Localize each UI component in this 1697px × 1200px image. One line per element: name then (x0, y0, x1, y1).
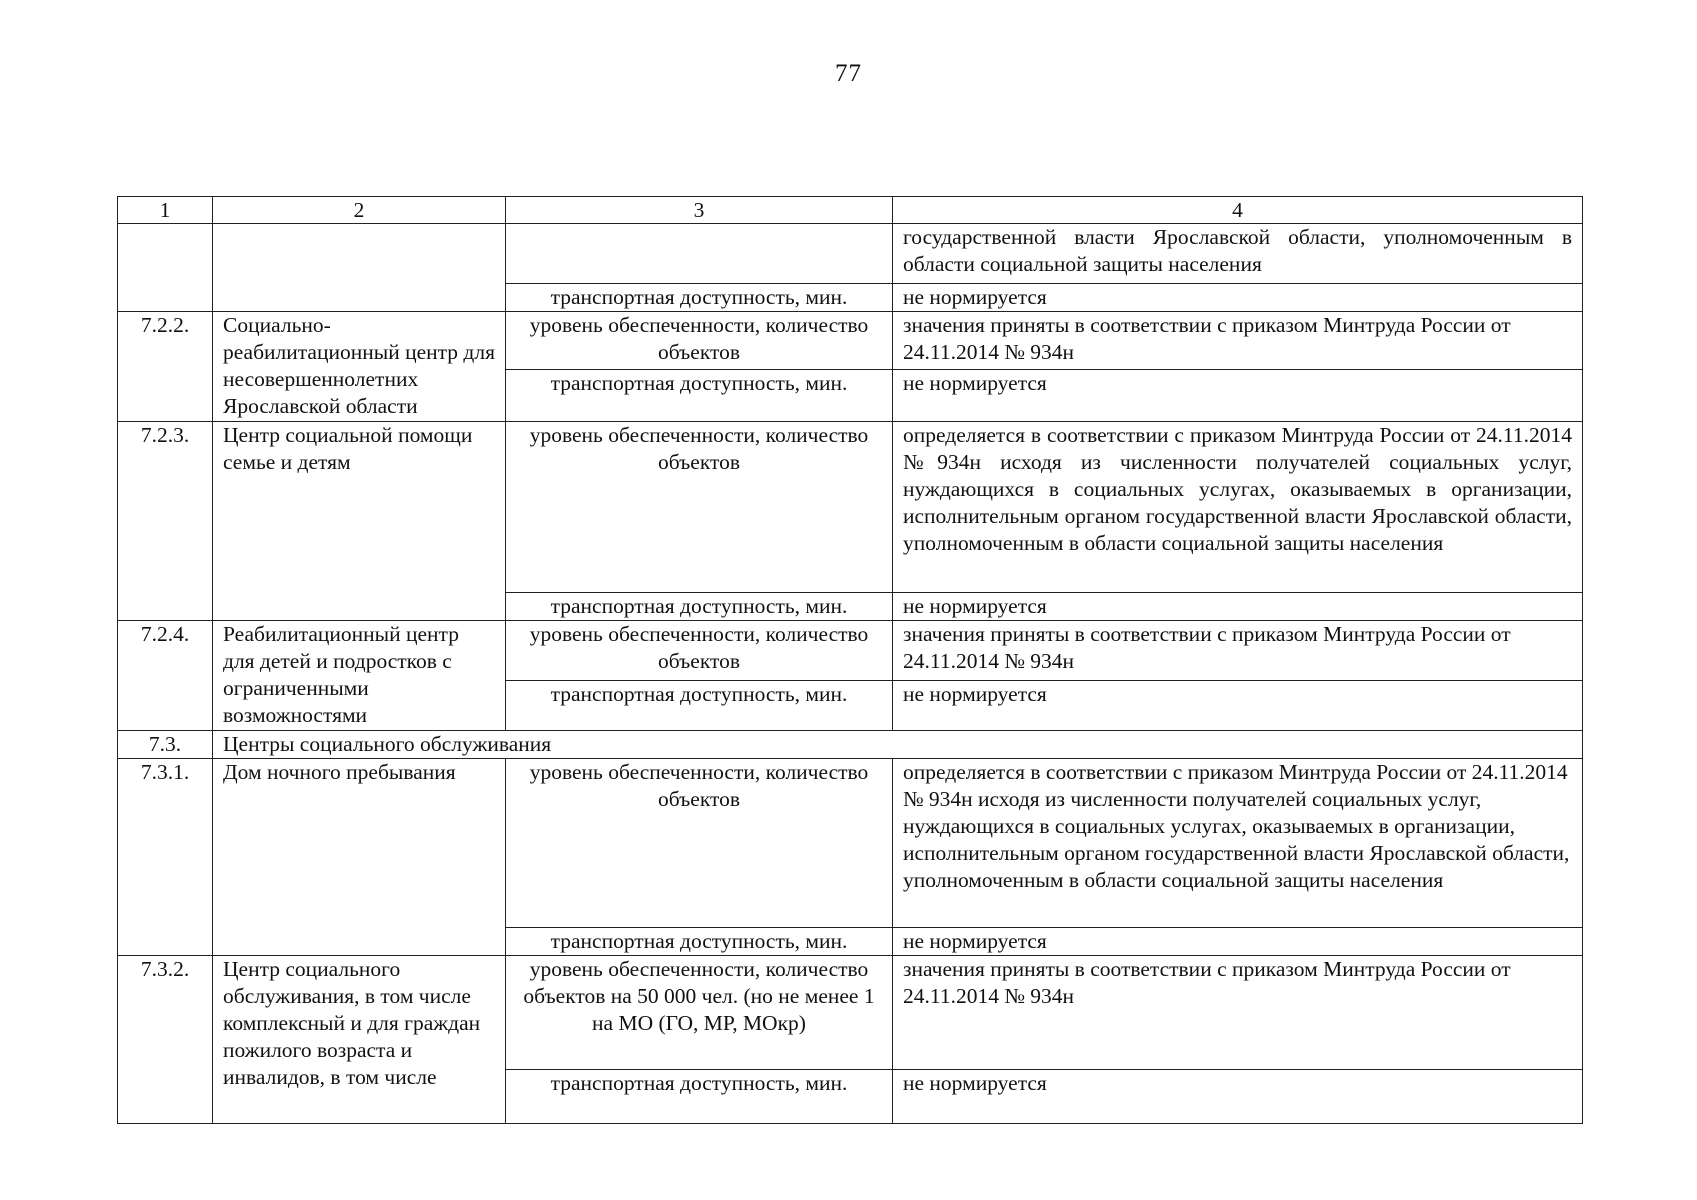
header-col-3: 3 (506, 197, 893, 224)
table-row (118, 224, 1583, 284)
value-cell: не нормируется (893, 681, 1583, 731)
indicator-cell: транспортная доступность, мин. (506, 681, 893, 731)
value-cell: определяется в соответствии с приказом Минтруда России от 24.11.2014 №934н исходя из численности получателей социальных услуг, нуждающихся в социальных услугах, оказываемых в организации, исполнительным органом государственной власти Ярославской области, уполномоченным в области социальной защиты населения (893, 422, 1583, 593)
indicator-cell: уровень обеспеченности, количество объектов на 50 000 чел. (но не менее 1 на МО (ГО, МР, МОкр) (506, 956, 893, 1070)
header-col-4: 4 (893, 197, 1583, 224)
row-number: 7.3.2. (118, 956, 213, 1124)
object-name: Социально-реабилитационный центр для несовершеннолетних Ярославской области (213, 312, 506, 422)
indicator-cell: транспортная доступность, мин. (506, 284, 893, 312)
value-cell: определяется в соответствии с приказом Минтруда России от 24.11.2014 № 934н исходя из численности получателей социальных услуг, нуждающихся в социальных услугах, оказываемых в организации, исполнительным органом государственной власти Ярославской области, уполномоченным в области социальной защиты населения (893, 759, 1583, 928)
indicator-cell: уровень обеспеченности, количество объектов (506, 422, 893, 593)
table-row (118, 312, 1583, 370)
header-col-1: 1 (118, 197, 213, 224)
row-number: 7.2.2. (118, 312, 213, 422)
object-name-cell (213, 224, 506, 312)
header-row (118, 197, 1583, 224)
section-number: 7.3. (118, 731, 213, 759)
object-name: Дом ночного пребывания (213, 759, 506, 956)
object-name: Центр социальной помощи семье и детям (213, 422, 506, 621)
table-row (118, 956, 1583, 1070)
row-number: 7.3.1. (118, 759, 213, 956)
page-number: 77 (835, 60, 862, 87)
value-cell: значения приняты в соответствии с приказом Минтруда России от 24.11.2014 № 934н (893, 621, 1583, 681)
object-name: Центр социального обслуживания, в том числе комплексный и для граждан пожилого возраста и инвалидов, в том числе (213, 956, 506, 1124)
value-cell: значения приняты в соответствии с приказом Минтруда России от 24.11.2014 № 934н (893, 312, 1583, 370)
value-cell: не нормируется (893, 370, 1583, 422)
section-title: Центры социального обслуживания (213, 731, 1583, 759)
value-cell: не нормируется (893, 284, 1583, 312)
value-cell: государственной власти Ярославской области, уполномоченным в области социальной защиты населения (893, 224, 1583, 284)
norms-table (117, 196, 1583, 1124)
header-col-2: 2 (213, 197, 506, 224)
section-row (118, 731, 1583, 759)
indicator-cell: транспортная доступность, мин. (506, 928, 893, 956)
table-row (118, 759, 1583, 928)
indicator-cell: транспортная доступность, мин. (506, 370, 893, 422)
indicator-cell: транспортная доступность, мин. (506, 593, 893, 621)
table-row (118, 621, 1583, 681)
indicator-cell: уровень обеспеченности, количество объектов (506, 759, 893, 928)
value-cell: не нормируется (893, 928, 1583, 956)
row-number: 7.2.3. (118, 422, 213, 621)
row-number: 7.2.4. (118, 621, 213, 731)
row-number-cell (118, 224, 213, 312)
value-cell: значения приняты в соответствии с приказом Минтруда России от 24.11.2014 № 934н (893, 956, 1583, 1070)
indicator-cell: уровень обеспеченности, количество объектов (506, 621, 893, 681)
indicator-cell (506, 224, 893, 284)
value-cell: не нормируется (893, 593, 1583, 621)
indicator-cell: уровень обеспеченности, количество объектов (506, 312, 893, 370)
value-cell: не нормируется (893, 1070, 1583, 1124)
object-name: Реабилитационный центр для детей и подростков с ограниченными возможностями (213, 621, 506, 731)
indicator-cell: транспортная доступность, мин. (506, 1070, 893, 1124)
table-row (118, 422, 1583, 593)
